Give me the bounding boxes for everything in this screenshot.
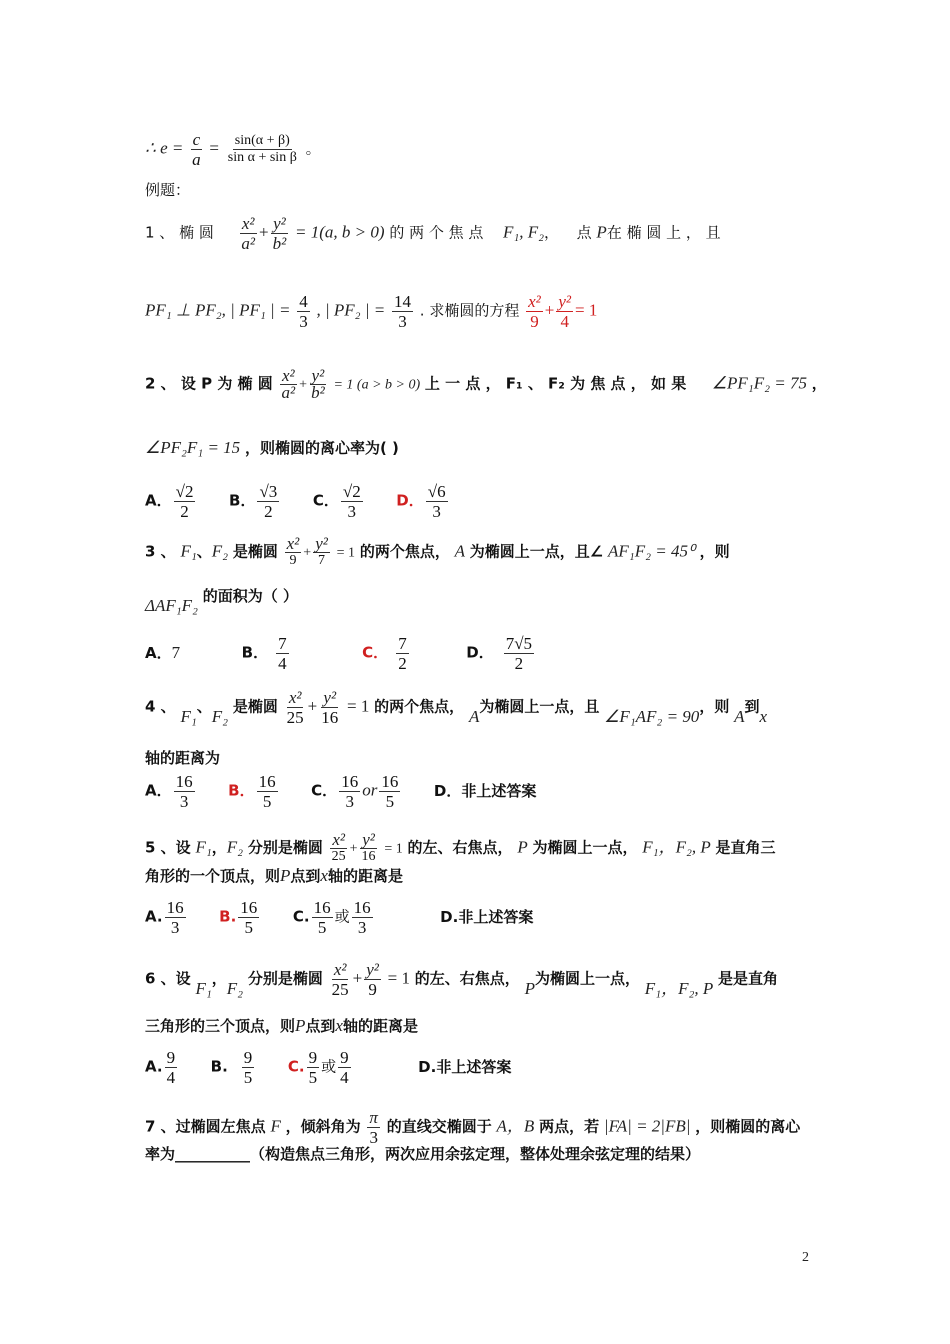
q1-answer-eq: = 1 (575, 300, 598, 320)
q3-mid2: 的两个焦点， (359, 542, 450, 561)
q1-p: P (596, 222, 607, 242)
q6-points: F₁，F₂, P (644, 978, 714, 998)
q6-line2b: 点到 (305, 1017, 336, 1035)
q4-option-c[interactable]: C． $\frac{16}{3}$ or $\frac{16}{5}$ (311, 772, 399, 811)
q3-option-d[interactable]: D． $\frac{7√5}{2}$ (466, 634, 533, 673)
formula-period: 。 (305, 139, 321, 158)
q6-mid1: 分别是椭圆 (247, 969, 323, 988)
q1-pf1-num: 4 (299, 292, 308, 311)
q4-eq: = 1 (347, 696, 370, 716)
c: c (192, 130, 201, 149)
q3-triangle: ΔAF₁F₂ (145, 596, 198, 615)
q5-line2a: 角形的一个顶点，则 (145, 867, 281, 885)
q7-mid2: 的直线交椭圆于 (386, 1117, 492, 1136)
q1-line1: 1 、 椭 圆 $\frac{\text{x²}}{\text{a²}}$ + $\frac{\text{y²}}{\text{b²}}$ = 1(a, b > 0) 的 两 个 焦 点 F₁, F₂， 点 P在 椭 圆 上 ， 且 (145, 214, 721, 253)
q6-f1: F₁ (195, 978, 212, 998)
q3-option-c-answer[interactable]: C． $\frac{7}{2}$ (362, 634, 407, 673)
q6-line2 (145, 1016, 418, 1036)
q6-options (145, 1048, 511, 1087)
q5-line2c: 轴的距离是 (327, 867, 403, 885)
sin-denominator: sin α + sin β (227, 150, 297, 165)
q3-line2 (145, 586, 298, 615)
q6-mid3: 为椭圆上一点， (534, 969, 640, 988)
q3-line1: 3 、 F₁、F₂ 是椭圆 $\frac{\text{x²}}{9}$ + $\frac{\text{y²}}{7}$ = 1 的两个焦点， A 为椭圆上一点，且∠ AF₁F₂ = 45⁰ ，则 (145, 534, 730, 568)
q4-mid4: ，则 (699, 697, 730, 716)
q2-ask: ，则椭圆的离心率为( ) (244, 439, 399, 457)
q4-a: A (468, 706, 480, 726)
q5-y-den: 16 (361, 849, 376, 864)
q6-option-c-answer[interactable]: C. $\frac{9}{5}$ 或 $\frac{9}{4}$ (287, 1048, 349, 1087)
q7-lead: 7 、过椭圆左焦点 (145, 1117, 266, 1136)
q5-mid1: 分别是椭圆 (247, 838, 323, 857)
q5-eq: = 1 (384, 841, 403, 857)
q6-lead: 6 、设 (145, 969, 191, 988)
q7-ab: A，B (496, 1116, 535, 1136)
q4-x: x (759, 706, 768, 726)
q4-mid1: 是椭圆 (232, 697, 278, 716)
q2-mid: 上 一 点 ， F₁ 、 F₂ 为 焦 点 ， 如 果 (424, 374, 687, 393)
q2-option-b[interactable]: B． $\frac{√3}{2}$ (229, 482, 278, 521)
q4-f1: F₁ (180, 706, 197, 726)
q4-y-den: 16 (321, 708, 339, 727)
q4-mid3: 为椭圆上一点，且 (479, 697, 600, 716)
q3-option-a[interactable]: A．7 (145, 642, 181, 662)
q6-sep: ， (211, 969, 227, 988)
q1-pf2-den: 3 (398, 312, 407, 331)
sin-ratio (226, 133, 299, 166)
sin-numerator: sin(α + β) (234, 133, 290, 148)
q5-f2: F₂ (226, 837, 244, 857)
q4-option-a[interactable]: A． $\frac{16}{3}$ (145, 772, 193, 811)
q2-option-c[interactable]: C． $\frac{√2}{3}$ (312, 482, 361, 521)
q4-lead: 4 、 (145, 697, 176, 716)
q7-tail: ，则椭圆的离心 (695, 1117, 801, 1136)
formula-prefix: ∴ e = (145, 138, 184, 158)
q5-points: F₁，F₂, P (642, 837, 711, 857)
q3-angle: AF₁F₂ = 45⁰ (608, 541, 695, 561)
q6-p2: P (295, 1016, 306, 1035)
q1-y-term: $\frac{\text{y²}}{\text{b²}}$ (272, 214, 287, 253)
q5-lead: 5 、设 (145, 838, 191, 857)
q4-option-b-answer[interactable]: B． $\frac{16}{5}$ (228, 772, 276, 811)
q7-condition: |FA| = 2|FB| (603, 1116, 691, 1136)
q6-p: P (524, 978, 535, 998)
q7-three: 3 (369, 1128, 378, 1147)
q4-line1: 4 、 F₁、F₂ 是椭圆 $\frac{\text{x²}}{25}$ + $\frac{\text{y²}}{16}$ = 1 的两个焦点， A为椭圆上一点，且 ∠F₁AF₂ = 90，则 A到x (145, 688, 768, 727)
q5-option-c[interactable]: C. $\frac{16}{5}$ 或 $\frac{16}{3}$ (292, 898, 371, 937)
q5-line1: 5 、设 F₁，F₂ 分别是椭圆 $\frac{\text{x²}}{25}$ + $\frac{\text{y²}}{16}$ = 1 的左、右焦点， P 为椭圆上一点， F₁，F₂, P 是直角三 (145, 830, 776, 864)
q4-sep: 、 (196, 697, 212, 716)
q2-line2 (145, 438, 399, 458)
q5-tail: 是直角三 (715, 838, 776, 857)
q1-ask: . 求椭圆的方程 (419, 301, 520, 320)
q5-x: x (320, 866, 328, 885)
q7-mid3: 两点，若 (539, 1117, 600, 1136)
q5-f1: F₁ (195, 837, 212, 857)
q6-line1: 6 、设 F₁，F₂ 分别是椭圆 $\frac{\text{x²}}{25}$ + $\frac{\text{y²}}{9}$ = 1 的左、右焦点， P为椭圆上一点， F₁，F₂, P 是是直角 (145, 960, 779, 999)
q1-pf2-num: 14 (394, 292, 412, 311)
q1-x-term: $\frac{\text{x²}}{\text{a²}}$ (241, 214, 256, 253)
q4-mid2: 的两个焦点， (374, 697, 465, 716)
q1-foci: F₁, F₂ (502, 222, 545, 242)
q2-comma: ， (811, 374, 827, 393)
q1-number: 1 、 椭 圆 (145, 223, 214, 242)
q6-option-a[interactable]: A. $\frac{9}{4}$ (145, 1048, 176, 1087)
q3-mid1: 是椭圆 (232, 542, 278, 561)
q5-x-den: 25 (331, 849, 346, 864)
q5-option-d[interactable]: D.非上述答案 (440, 907, 534, 926)
q4-option-d[interactable]: D．非上述答案 (433, 781, 537, 800)
q6-tail: 是是直角 (718, 969, 779, 988)
q2-line1: 2 、 设 P 为 椭 圆 $\frac{\text{x²}}{\text{a²}}$ + $\frac{\text{y²}}{\text{b²}}$ = 1 (a > b > 0) 上 一 点 ， F₁ 、 F₂ 为 焦 点 ， 如 果 ∠PF₁F₂ = 75 ， (145, 366, 827, 402)
q6-f2: F₂ (226, 978, 244, 998)
q4-a2: A (734, 706, 745, 726)
examples-label: 例题： (145, 181, 191, 199)
q7-mid1: ，倾斜角为 (285, 1117, 361, 1136)
q4-x-den: 25 (286, 708, 304, 727)
q5-mid3: 为椭圆上一点， (532, 838, 638, 857)
q6-x: x (335, 1016, 343, 1035)
q6-line2a: 三角形的三个顶点，则 (145, 1017, 296, 1035)
q1-tail: 在 椭 圆 上 ， 且 (606, 223, 721, 242)
q3-options (145, 634, 536, 673)
q3-ask: 的面积为（ ） (202, 587, 298, 605)
q5-sep: ， (211, 838, 227, 857)
q6-mid2: 的左、右焦点， (414, 969, 520, 988)
q7-line2: 率为__________（构造焦点三角形，两次应用余弦定理，整体处理余弦定理的结果） (145, 1145, 701, 1163)
q6-option-b[interactable]: B. $\frac{9}{5}$ (210, 1048, 253, 1087)
q2-option-d-answer[interactable]: D． $\frac{√6}{3}$ (396, 482, 446, 521)
q1-mid2: , | PF₂ | = (316, 300, 386, 320)
q2-option-a[interactable]: A． $\frac{√2}{2}$ (145, 482, 194, 521)
q2-lead: 2 、 设 P 为 椭 圆 (145, 374, 273, 393)
q5-line2b: 点到 (290, 867, 321, 885)
q2-angle2: ∠PF₂F₁ = 15 (145, 438, 241, 457)
q6-y-den: 9 (368, 980, 377, 999)
q5-option-a[interactable]: A. $\frac{16}{3}$ (145, 898, 184, 937)
q3-mid3: 为椭圆上一点，且∠ (469, 542, 604, 561)
eccentricity-formula: ∴ e = $\frac{c}{a}$ = $\frac{\sin(\alpha + \beta)}{\text{sin α + sin β}}$ 。 (145, 130, 321, 169)
q6-option-d[interactable]: D.非上述答案 (418, 1057, 512, 1076)
q5-options (145, 898, 533, 937)
q1-answer-x: $\frac{\text{x²}}{9}$ (528, 292, 541, 331)
q6-line2c: 轴的距离是 (342, 1017, 418, 1035)
q3-eq: = 1 (336, 545, 356, 561)
q1-point-word: 点 (576, 223, 592, 242)
q1-perp-cond: PF₁ ⊥ PF₂, | PF₁ | = (145, 300, 291, 320)
page-number: 2 (802, 1250, 809, 1265)
q5-p2: P (280, 866, 291, 885)
q5-mid2: 的左、右焦点， (407, 838, 513, 857)
q3-mid4: ，则 (699, 542, 730, 561)
q5-option-b-answer[interactable]: B. $\frac{16}{5}$ (219, 898, 258, 937)
q7-f: F (270, 1116, 281, 1136)
q5-p: P (517, 837, 528, 857)
a: a (192, 150, 201, 169)
q3-a: A (454, 541, 466, 561)
q4-f2: F₂ (211, 706, 229, 726)
q1-condition: = 1(a, b > 0) (295, 222, 385, 242)
q1-mid: 的 两 个 焦 点 (389, 223, 484, 242)
q6-eq: = 1 (387, 968, 411, 988)
q1-comma: ， (544, 223, 560, 242)
q3-lead: 3 、 (145, 542, 176, 561)
q6-x-den: 25 (331, 980, 349, 999)
c-over-a (190, 130, 203, 169)
q3-f2: F₂ (211, 541, 229, 561)
q3-sep: 、 (196, 542, 212, 561)
q7-line1 (145, 1108, 800, 1147)
q2-condition: = 1 (a > b > 0) (333, 377, 421, 393)
q7-pi: π (369, 1108, 378, 1127)
q3-option-b[interactable]: B． $\frac{7}{4}$ (241, 634, 287, 673)
q4-line2: 轴的距离为 (145, 749, 221, 767)
q1-line2: PF₁ ⊥ PF₂, | PF₁ | = $\frac{4}{3}$ , | PF₂ | = $\frac{14}{3}$ . 求椭圆的方程 $\frac{\text{x²}}{9}$ + $\frac{\text{y²}}{4}$ = 1 (145, 292, 598, 331)
q1-answer-y: $\frac{\text{y²}}{4}$ (558, 292, 572, 331)
q4-options (145, 772, 536, 811)
q4-mid5: 到 (744, 697, 760, 716)
q5-line2 (145, 866, 403, 886)
q1-pf1-den: 3 (299, 312, 308, 331)
q3-f1: F₁ (180, 541, 197, 561)
q2-options (145, 482, 450, 521)
q2-angle1: ∠PF₁F₂ = 75 (711, 373, 807, 393)
q4-angle: ∠F₁AF₂ = 90 (604, 706, 700, 726)
